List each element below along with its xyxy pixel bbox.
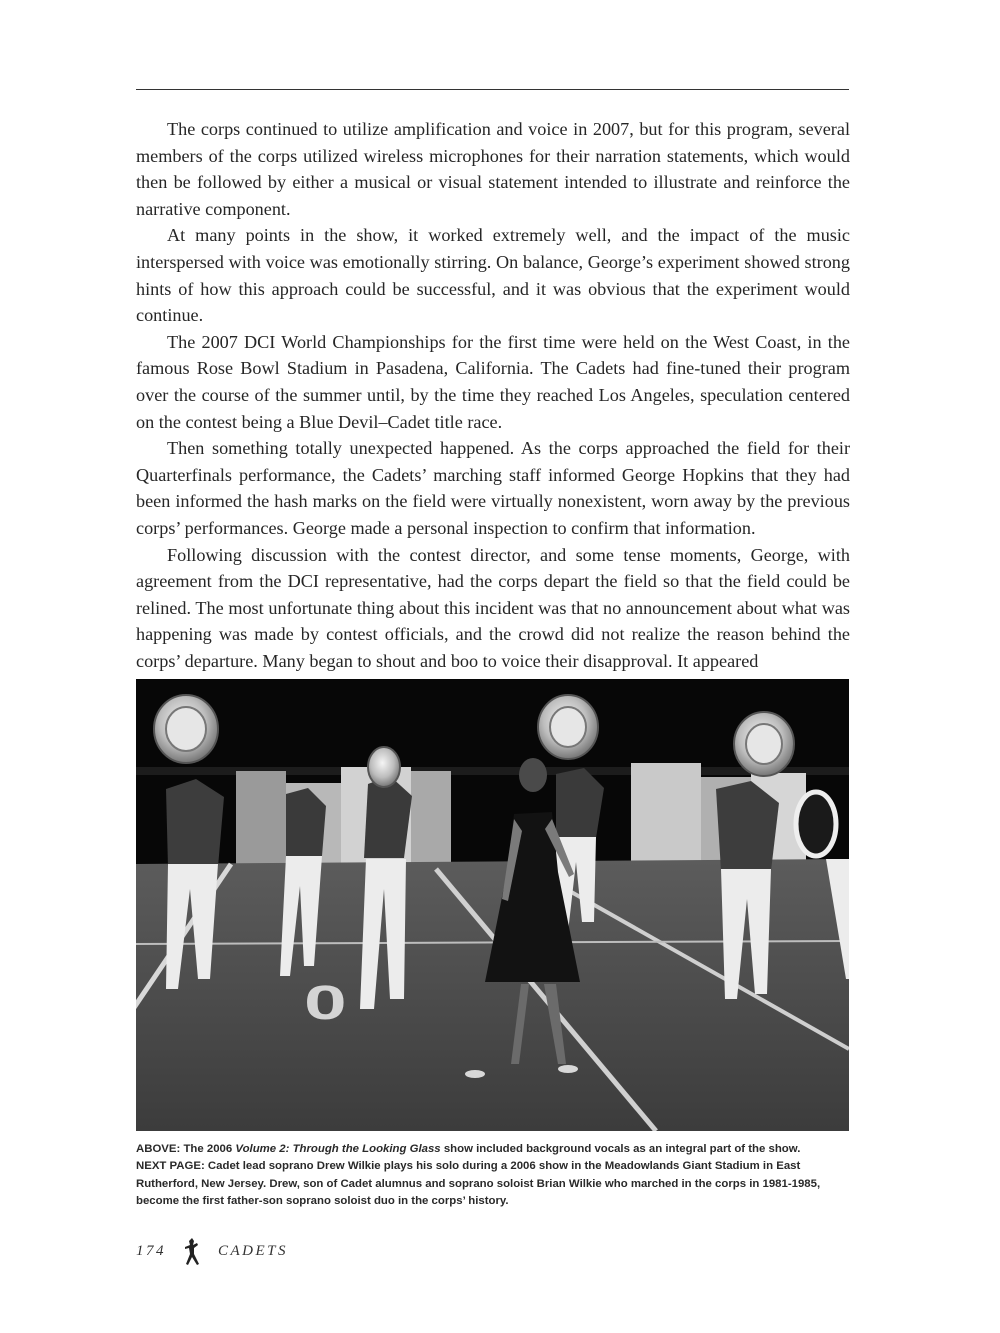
- caption-above-label: ABOVE: The 2006: [136, 1143, 236, 1155]
- caption-above: [136, 1141, 850, 1158]
- photo-caption: [136, 1141, 850, 1211]
- running-title: CADETS: [218, 1242, 289, 1259]
- body-text: [136, 116, 850, 674]
- page-number: 174: [136, 1242, 166, 1259]
- caption-next-line: Rutherford, New Jersey. Drew, son of Cadet alumnus and soprano soloist Brian Wilkie who marched in the corps in 1981-1985,: [136, 1177, 821, 1190]
- paragraph: The corps continued to utilize amplification and voice in 2007, but for this program, several members of the corps utilized wireless microphones for their narration statements, which would then be followed by either a musical or visual statement intended to illustrate and reinforce the narrative component.: [136, 119, 850, 219]
- paragraph: The 2007 DCI World Championships for the first time were held on the West Coast, in the famous Rose Bowl Stadium in Pasadena, California. The Cadets had fine-tuned their program over the course of the summer until, by the time they reached Los Angeles, speculation centered on the contest being a Blue Devil–Cadet title race.: [136, 331, 850, 432]
- caption-show-title: Volume 2: Through the Looking Glass: [235, 1143, 441, 1155]
- marching-band-photo: [136, 679, 849, 1131]
- caption-above-rest: show included background vocals as an integral part of the show.: [440, 1143, 801, 1155]
- page-footer: [136, 1236, 288, 1266]
- field-number: 0: [304, 975, 347, 1030]
- paragraph: At many points in the show, it worked extremely well, and the impact of the music interspersed with voice was emotionally stirring. On balance, George’s experiment showed strong hints of how this approach could be successful, and it was obvious that the experiment would continue.: [136, 225, 850, 326]
- paragraph: Then something totally unexpected happened. As the corps approached the field for their Quarterfinals performance, the Cadets’ marching staff informed George Hopkins that they had been informed the hash marks on the field were virtually nonexistent, worn away by the previous corps’ performances. George made a personal inspection to confirm that information.: [136, 438, 850, 538]
- paragraph: Following discussion with the contest director, and some tense moments, George, with agreement from the DCI representative, had the corps depart the field so that the field could be relined. The most unfortunate thing about this incident was that no announcement about what was happening was made by contest officials, and the crowd did not realize the reason behind the corps’ departure. Many began to shout and boo to voice their disapproval. It appeared: [136, 544, 850, 671]
- header-rule: [136, 89, 849, 90]
- cadets-logo-icon: [180, 1236, 204, 1266]
- caption-next-line: NEXT PAGE: Cadet lead soprano Drew Wilkie plays his solo during a 2006 show in the Meadowlands Giant Stadium in East: [136, 1160, 801, 1173]
- caption-next-line: become the first father-son soprano soloist duo in the corps’ history.: [136, 1195, 509, 1208]
